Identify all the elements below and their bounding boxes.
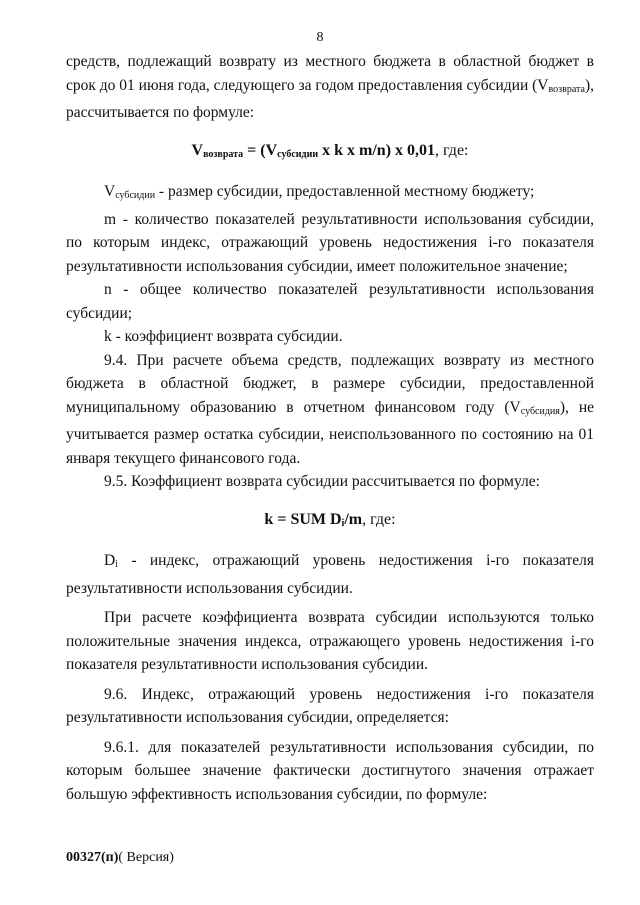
definition-d-i: $D_i$ - индекс, отражающий уровень недостижения i-го показателя результативности использования субсидии. — [66, 552, 594, 597]
paragraph-9-6-1: 9.6.1. для показателей результативности использования субсидии, по которым большее значение фактически достигнутого значения отражает большую эффективность использования субсидии, по формуле: — [66, 738, 594, 803]
definition-v-subsidii: $V_{субсидии}$ - размер субсидии, предоставленной местному бюджету; — [104, 183, 535, 201]
definition-n: n - общее количество показателей результативности использования субсидии; — [66, 281, 594, 322]
paragraph-9-5: 9.5. Коэффициент возврата субсидии рассчитывается по формуле: — [104, 473, 540, 490]
formula-k: k = SUM $D_i/m$, где: — [264, 510, 396, 529]
definition-m: m - количество показателей результативности использования субсидии, по которым индекс, отражающий уровень недостижения i-го показателя результативности использования субсидии, имеет положительное значение; — [66, 210, 594, 275]
definition-k: k - коэффициент возврата субсидии. — [104, 328, 343, 345]
page-number: 8 — [316, 30, 324, 45]
paragraph-intro: средств, подлежащий возврату из местного бюджета в областной бюджет в срок до 01 июня года, следующего за годом предоставления субсидии $(V_{возврата})$, рассчитывается по формуле: — [66, 53, 594, 121]
paragraph-9-6: 9.6. Индекс, отражающий уровень недостижения i-го показателя результативности использования субсидии, определяется: — [66, 685, 594, 726]
document-footer — [66, 850, 174, 866]
paragraph-9-4: 9.4. При расчете объема средств, подлежащих возврату из местного бюджета в областной бюджет, в размере субсидии, предоставленной муниципальному образованию в отчетном финансовом году $(V_{субсидия})$, не учитывается размер остатка субсидии, неиспользованного по состоянию на 01 января текущего финансового года. — [66, 351, 594, 467]
document-body — [66, 50, 594, 806]
formula-v-vozvrata: $V_{возврата} = (V_{субсидии}$ x k x m/n) x 0,01, где: — [191, 141, 469, 160]
document-code: 00327(п) — [66, 850, 119, 865]
document-version: ( Версия) — [118, 850, 174, 865]
paragraph-calculation: При расчете коэффициента возврата субсидии используются только положительные значения индекса, отражающего уровень недостижения i-го показателя результативности использования субсидии. — [66, 609, 594, 673]
